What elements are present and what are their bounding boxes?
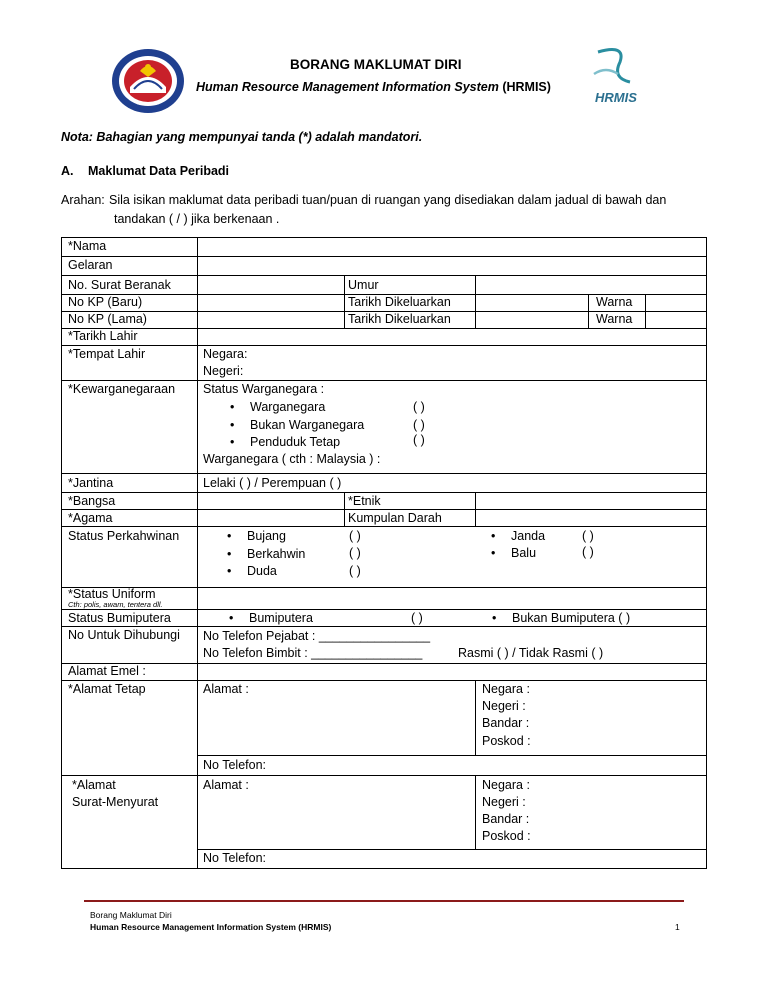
checkbox-balu[interactable]: ( ): [582, 545, 594, 559]
row-line: [61, 345, 707, 346]
label-jantina: *Jantina: [68, 476, 114, 490]
option-janda: • Janda: [511, 528, 545, 545]
label-status-perkahwinan: Status Perkahwinan: [68, 529, 180, 543]
column-divider: [475, 775, 476, 849]
checkbox-bukan-warganegara[interactable]: ( ): [413, 418, 425, 432]
row-line: [61, 473, 707, 474]
option-warganegara: • Warganegara: [250, 399, 325, 416]
label-agama: *Agama: [68, 511, 113, 525]
field-tel-bimbit[interactable]: No Telefon Bimbit : ________________: [203, 646, 423, 660]
label-alamat-surat-2: Surat-Menyurat: [72, 795, 159, 809]
label-status-bumiputera: Status Bumiputera: [68, 611, 171, 625]
label-warganegara-eg: Warganegara ( cth : Malaysia ) :: [203, 452, 381, 466]
instruction-label: Arahan:: [61, 193, 105, 207]
form-title: BORANG MAKLUMAT DIRI: [290, 57, 462, 72]
row-line: [61, 775, 707, 776]
uniform-note: Cth: polis, awam, tentera dll.: [68, 600, 163, 609]
option-bumiputera: • Bumiputera: [249, 610, 313, 627]
table-border: [61, 868, 707, 869]
hrmis-logo: [586, 44, 642, 110]
footer-line-2: Human Resource Management Information System (HRMIS): [90, 922, 332, 932]
label-bandar-tetap: Bandar :: [482, 716, 530, 730]
label-status-uniform: *Status Uniform: [68, 587, 156, 601]
footer-rule: [84, 900, 684, 902]
column-divider: [475, 275, 476, 328]
label-tempat-lahir: *Tempat Lahir: [68, 347, 146, 361]
label-tarikh-dikeluarkan-baru: Tarikh Dikeluarkan: [348, 295, 451, 309]
label-etnik: *Etnik: [348, 494, 381, 508]
section-title: Maklumat Data Peribadi: [88, 164, 230, 178]
column-divider: [475, 680, 476, 755]
row-line: [61, 663, 707, 664]
personal-data-table: [61, 237, 707, 869]
ministry-logo: [110, 47, 186, 115]
checkbox-duda[interactable]: ( ): [349, 564, 361, 578]
subtitle-abbr: (HRMIS): [498, 80, 551, 94]
label-no-telefon-tetap: No Telefon:: [203, 758, 267, 772]
mandatory-note: Nota: Bahagian yang mempunyai tanda (*) adalah mandatori.: [61, 130, 423, 144]
table-border: [61, 237, 707, 238]
column-divider: [344, 492, 345, 526]
row-line: [61, 275, 707, 276]
row-line: [61, 587, 707, 588]
row-line: [61, 256, 707, 257]
column-divider: [588, 294, 589, 328]
column-divider: [475, 492, 476, 526]
checkbox-warganegara[interactable]: ( ): [413, 400, 425, 414]
subtitle-italic: Human Resource Management Information System: [196, 80, 499, 94]
label-kewarganegaraan: *Kewarganegaraan: [68, 382, 176, 396]
row-line: [61, 680, 707, 681]
label-status-warganegara: Status Warganegara :: [203, 382, 325, 396]
checkbox-janda[interactable]: ( ): [582, 529, 594, 543]
option-bukan-bumiputera[interactable]: • Bukan Bumiputera ( ): [512, 610, 630, 627]
label-warna-lama: Warna: [596, 312, 633, 326]
label-bangsa: *Bangsa: [68, 494, 116, 508]
row-line: [61, 328, 707, 329]
label-negara: Negara:: [203, 347, 248, 361]
rasmi-options[interactable]: Rasmi ( ) / Tidak Rasmi ( ): [458, 646, 604, 660]
label-tarikh-dikeluarkan-lama: Tarikh Dikeluarkan: [348, 312, 451, 326]
label-no-telefon-surat: No Telefon:: [203, 851, 267, 865]
option-penduduk-tetap: • Penduduk Tetap: [250, 434, 340, 451]
checkbox-penduduk-tetap[interactable]: ( ): [413, 433, 425, 447]
label-alamat-surat-1: *Alamat: [72, 778, 116, 792]
footer-line-1: Borang Maklumat Diri: [90, 910, 172, 920]
label-surat-beranak: No. Surat Beranak: [68, 278, 171, 292]
option-berkahwin: • Berkahwin: [247, 546, 305, 563]
hrmis-logo-text: HRMIS: [595, 90, 637, 105]
option-balu: • Balu: [511, 545, 536, 562]
option-bujang: • Bujang: [247, 528, 286, 545]
label-negara-surat: Negara :: [482, 778, 530, 792]
row-line: [61, 492, 707, 493]
row-line: [197, 849, 707, 850]
label-kp-baru: No KP (Baru): [68, 295, 143, 309]
label-alamat-tetap-field: Alamat :: [203, 682, 249, 696]
section-letter: A.: [61, 164, 74, 178]
label-kumpulan-darah: Kumpulan Darah: [348, 511, 442, 525]
checkbox-bumiputera[interactable]: ( ): [411, 611, 423, 625]
label-negeri-tetap: Negeri :: [482, 699, 526, 713]
label-kp-lama: No KP (Lama): [68, 312, 147, 326]
checkbox-berkahwin[interactable]: ( ): [349, 546, 361, 560]
label-negara-tetap: Negara :: [482, 682, 530, 696]
jantina-options[interactable]: Lelaki ( ) / Perempuan ( ): [203, 476, 342, 490]
option-duda: • Duda: [247, 563, 277, 580]
label-umur: Umur: [348, 278, 379, 292]
label-negeri: Negeri:: [203, 364, 244, 378]
label-negeri-surat: Negeri :: [482, 795, 526, 809]
label-alamat-surat-field: Alamat :: [203, 778, 249, 792]
column-divider: [344, 275, 345, 328]
label-warna-baru: Warna: [596, 295, 633, 309]
label-alamat-tetap: *Alamat Tetap: [68, 682, 146, 696]
row-line: [197, 755, 707, 756]
label-bandar-surat: Bandar :: [482, 812, 530, 826]
label-poskod-tetap: Poskod :: [482, 734, 531, 748]
form-subtitle: [196, 80, 551, 94]
label-gelaran: Gelaran: [68, 258, 113, 272]
label-nama: *Nama: [68, 239, 107, 253]
label-no-dihubungi: No Untuk Dihubungi: [68, 628, 180, 642]
checkbox-bujang[interactable]: ( ): [349, 529, 361, 543]
page-number: 1: [675, 922, 680, 932]
field-tel-pejabat[interactable]: No Telefon Pejabat : ________________: [203, 629, 431, 643]
instruction-line-2: tandakan ( / ) jika berkenaan .: [114, 212, 280, 226]
option-bukan-warganegara: • Bukan Warganegara: [250, 417, 364, 434]
label-alamat-emel: Alamat Emel :: [68, 664, 146, 678]
label-tarikh-lahir: *Tarikh Lahir: [68, 329, 138, 343]
column-divider: [645, 294, 646, 328]
instruction-line-1: Sila isikan maklumat data peribadi tuan/puan di ruangan yang disediakan dalam jadual di bawah dan: [109, 193, 667, 207]
label-poskod-surat: Poskod :: [482, 829, 531, 843]
